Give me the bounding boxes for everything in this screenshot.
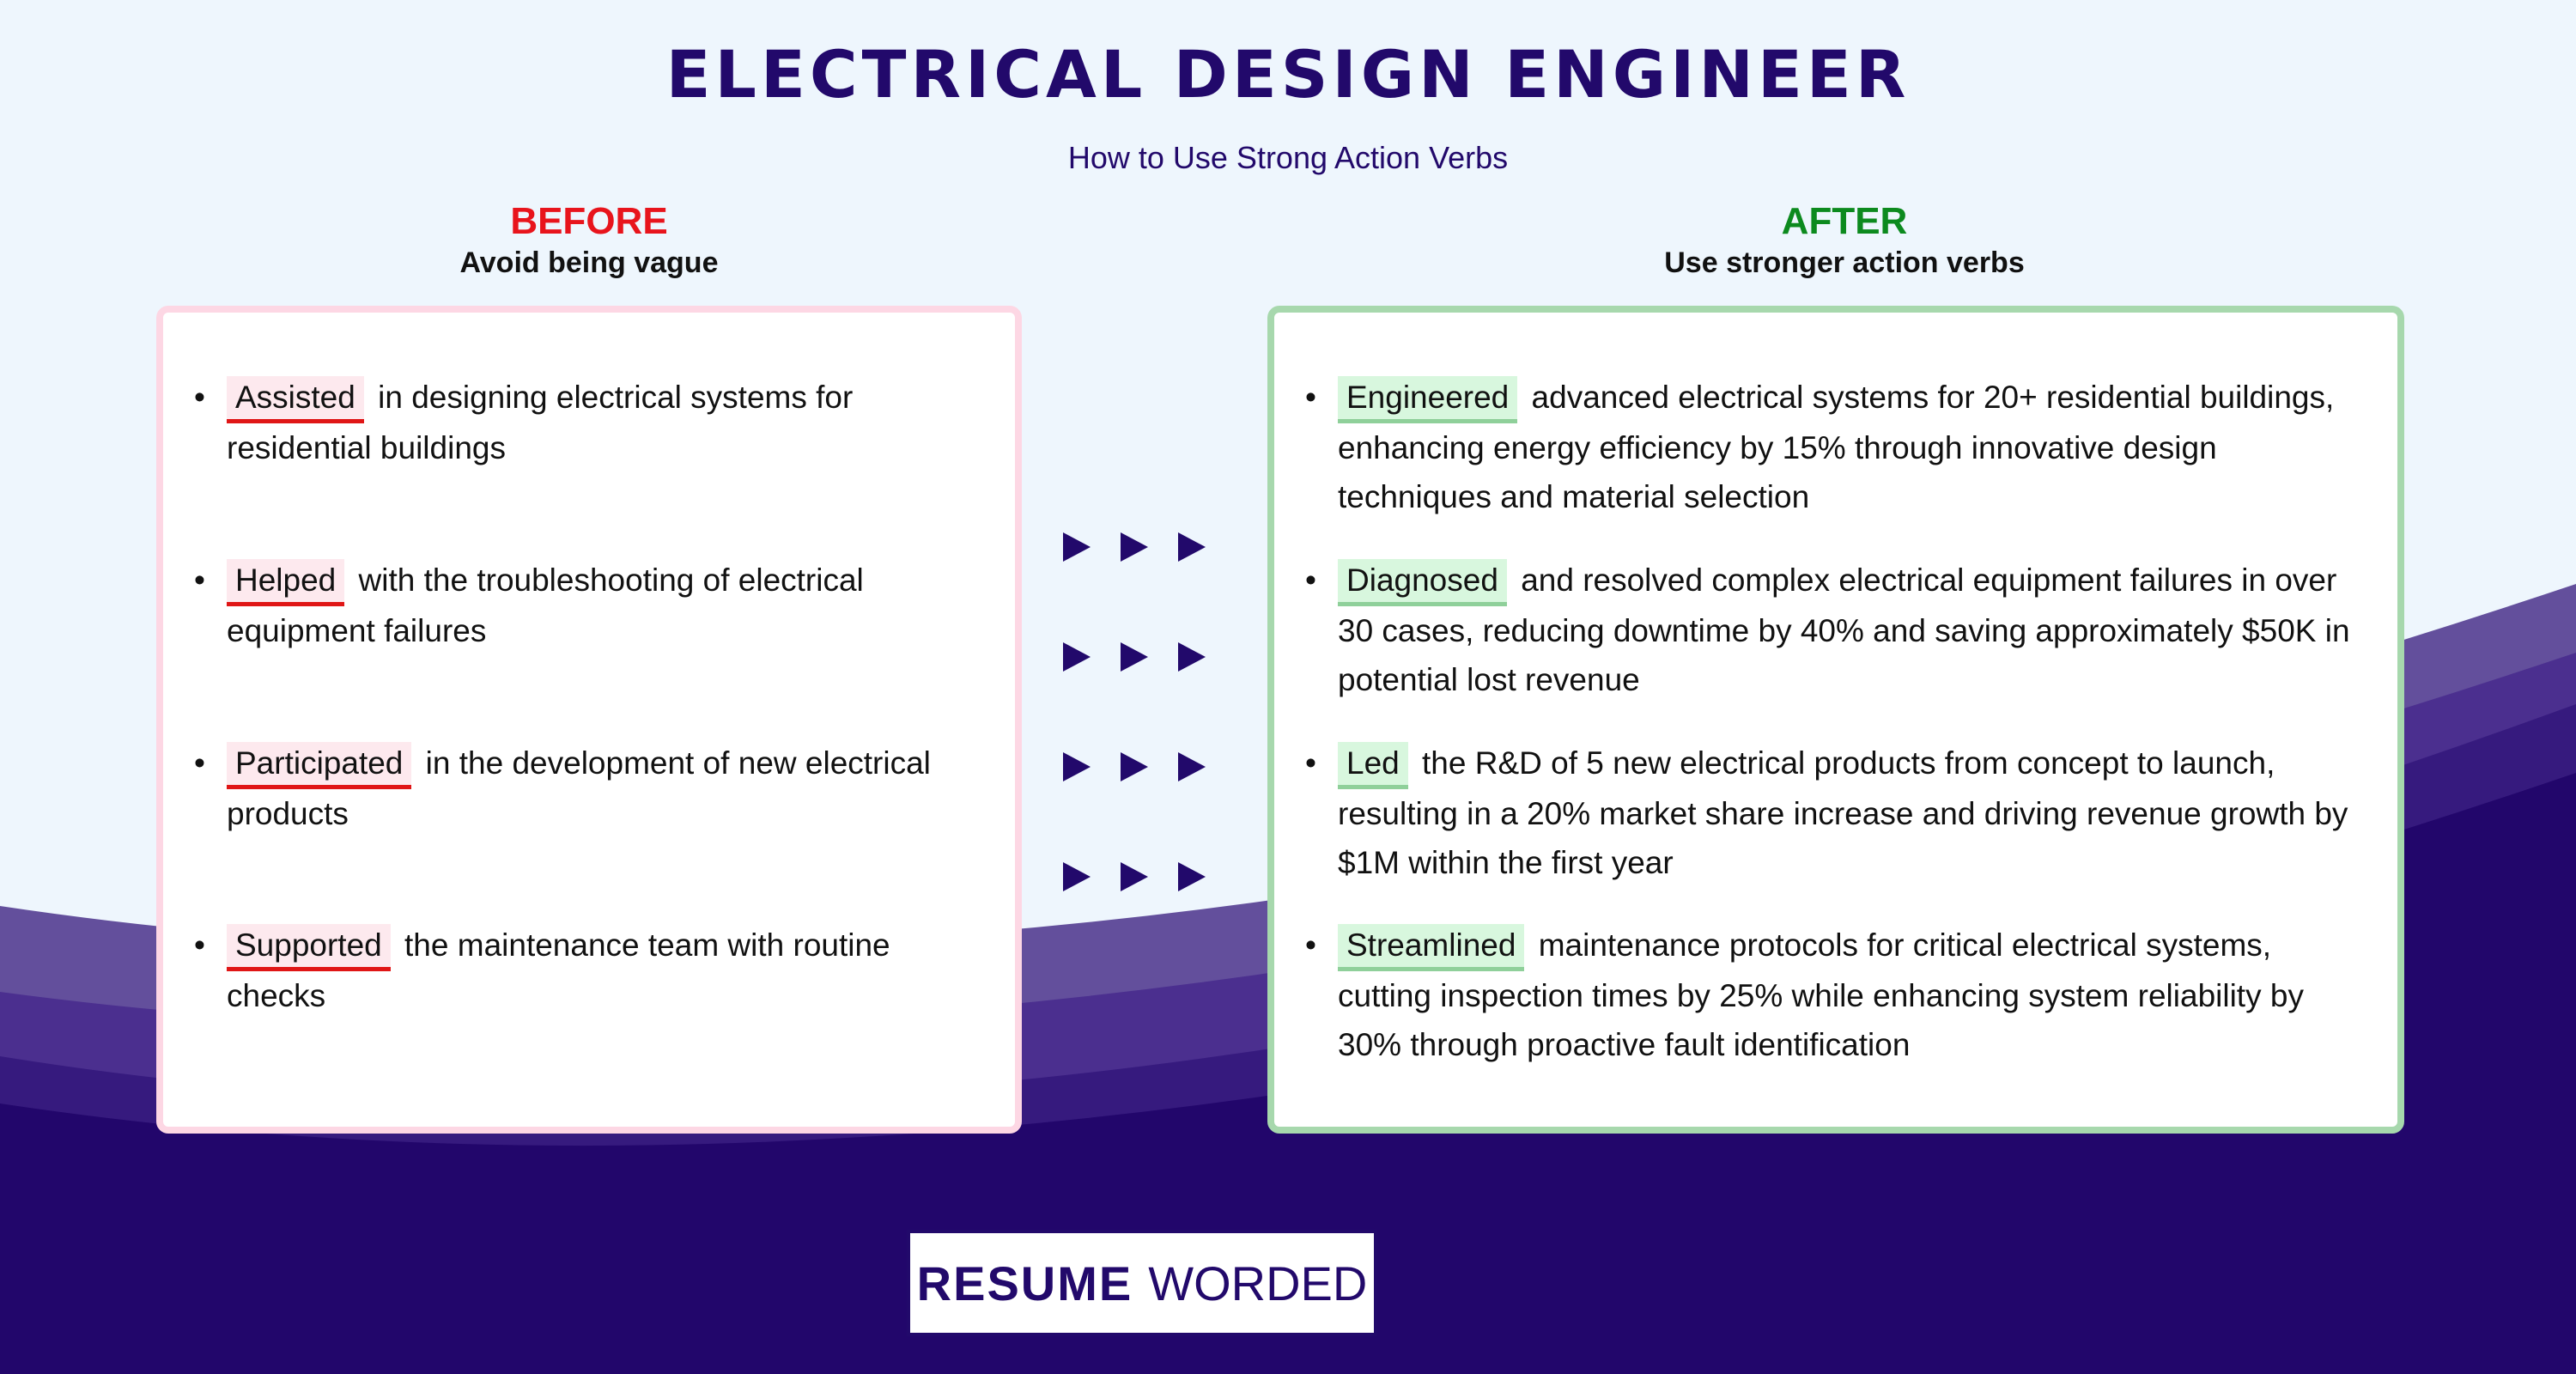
play-arrow-icon — [1119, 860, 1150, 893]
list-item — [1305, 373, 2368, 521]
before-card — [156, 306, 1022, 1134]
list-item — [194, 373, 982, 472]
strong-verb: Led — [1338, 742, 1408, 789]
bullet-text: and resolved complex electrical equipment failures in over 30 cases, reducing downtime by 40% and saving approximately $50K in potential lost revenue — [1338, 562, 2350, 697]
arrow-group — [1061, 641, 1207, 673]
bullet-text: maintenance protocols for critical electrical systems, cutting inspection times by 25% while enhancing system reliability by 30% through proactive fault identification — [1338, 927, 2304, 1062]
bullet-dot: • — [194, 745, 205, 781]
arrow-group — [1061, 860, 1207, 893]
before-sublabel: Avoid being vague — [459, 246, 719, 279]
bullet-dot: • — [1305, 927, 1316, 963]
bullet-text: the maintenance team with routine checks — [227, 927, 890, 1013]
page-title: ELECTRICAL DESIGN ENGINEER — [665, 36, 1911, 112]
bullet-dot: • — [194, 380, 205, 415]
play-arrow-icon — [1061, 751, 1092, 783]
before-label: BEFORE — [510, 200, 668, 242]
after-label: AFTER — [1781, 200, 1908, 242]
bullet-text: in designing electrical systems for residential buildings — [227, 380, 854, 465]
list-item — [194, 739, 982, 838]
bullet-dot: • — [194, 927, 205, 963]
play-arrow-icon — [1061, 860, 1092, 893]
weak-verb: Helped — [227, 559, 344, 606]
bullet-dot: • — [1305, 745, 1316, 781]
after-heading — [1267, 199, 2421, 282]
play-arrow-icon — [1119, 531, 1150, 563]
arrow-group — [1061, 531, 1207, 563]
play-arrow-icon — [1176, 860, 1207, 893]
play-arrow-icon — [1176, 751, 1207, 783]
play-arrow-icon — [1061, 531, 1092, 563]
bullet-dot: • — [1305, 380, 1316, 415]
before-heading — [160, 199, 1018, 282]
logo-bold-text: RESUME — [916, 1255, 1133, 1310]
bullet-text: advanced electrical systems for 20+ residential buildings, enhancing energy efficiency by 15% through innovative design techniques and material selection — [1338, 380, 2335, 514]
list-item — [1305, 921, 2368, 1069]
logo-light-text: WORDED — [1148, 1255, 1368, 1310]
strong-verb: Streamlined — [1338, 924, 1524, 971]
weak-verb: Assisted — [227, 376, 364, 423]
after-card — [1267, 306, 2404, 1134]
strong-verb: Engineered — [1338, 376, 1517, 423]
list-item — [194, 921, 982, 1020]
weak-verb: Participated — [227, 742, 411, 789]
play-arrow-icon — [1176, 641, 1207, 673]
bullet-dot: • — [194, 562, 205, 598]
page-subtitle: How to Use Strong Action Verbs — [1067, 140, 1509, 175]
strong-verb: Diagnosed — [1338, 559, 1507, 606]
list-item — [1305, 739, 2368, 887]
list-item — [194, 556, 982, 655]
play-arrow-icon — [1061, 641, 1092, 673]
bullet-text: with the troubleshooting of electrical equipment failures — [227, 562, 864, 648]
after-sublabel: Use stronger action verbs — [1664, 246, 2025, 279]
arrow-group — [1061, 751, 1207, 783]
play-arrow-icon — [1119, 751, 1150, 783]
weak-verb: Supported — [227, 924, 391, 971]
bullet-text: in the development of new electrical products — [227, 745, 931, 831]
list-item — [1305, 556, 2368, 704]
bullet-text: the R&D of 5 new electrical products from concept to launch, resulting in a 20% market share increase and driving revenue growth by $1M within the first year — [1338, 745, 2348, 880]
resume-worded-logo[interactable] — [907, 1230, 1377, 1336]
bullet-dot: • — [1305, 562, 1316, 598]
play-arrow-icon — [1119, 641, 1150, 673]
play-arrow-icon — [1176, 531, 1207, 563]
